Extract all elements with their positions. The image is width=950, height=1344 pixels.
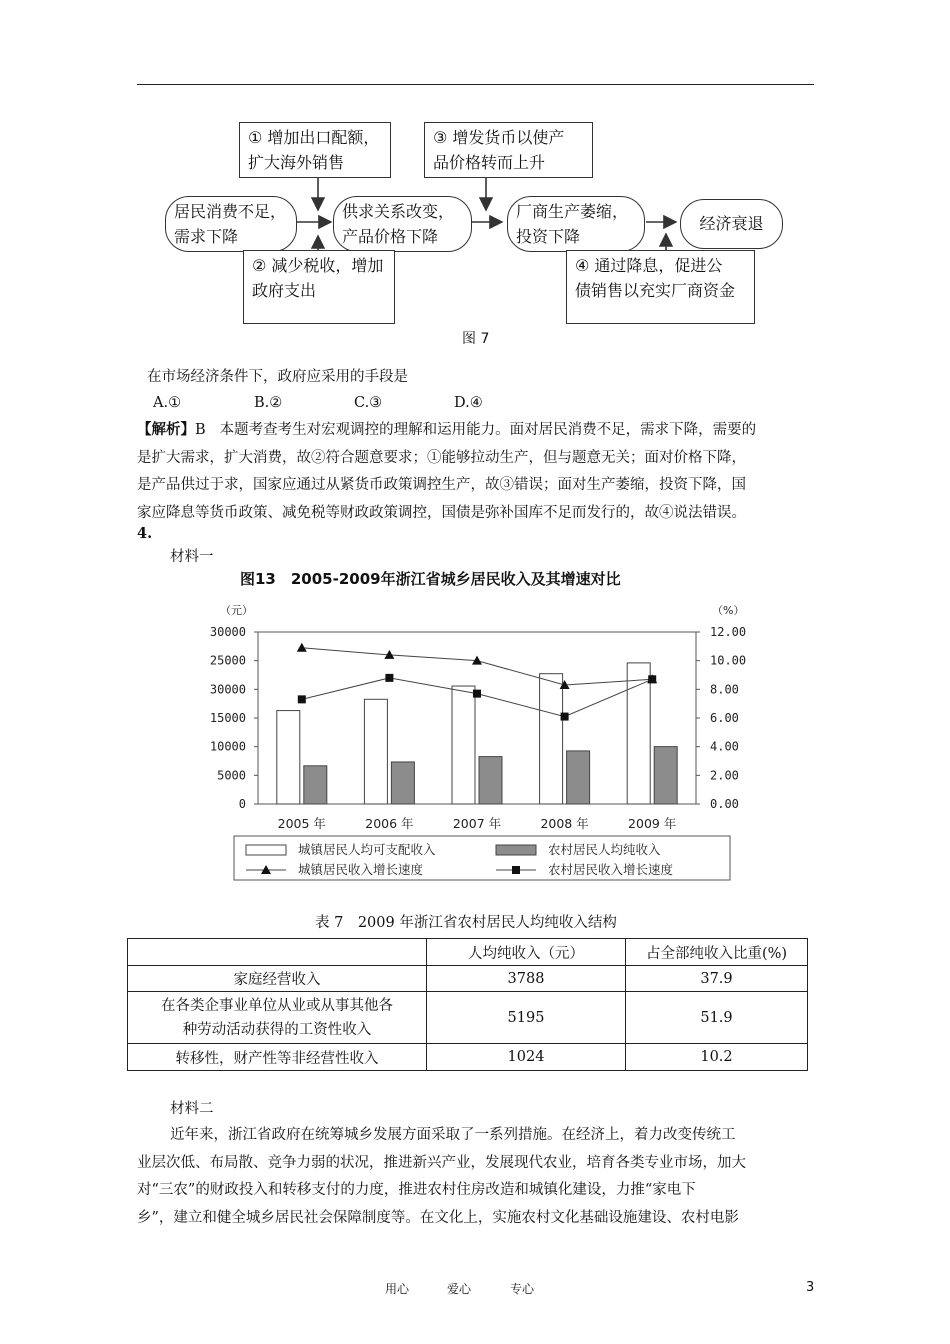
legend-label: 农村居民人均纯收入: [548, 842, 661, 857]
start-line2: 需求下降: [174, 227, 239, 246]
right-tick-label: 2.00: [710, 768, 739, 783]
rural-income-bar: [304, 766, 327, 804]
option-b: B.②: [254, 395, 283, 411]
material-two-line-3: 对“三农”的财政投入和转移支付的力度，推进农村住房改造和城镇化建设，力推“家电下: [137, 1182, 696, 1198]
rural-growth-point: [298, 695, 306, 703]
rural-income-bar: [654, 747, 677, 804]
x-tick-label: 2005 年: [277, 816, 326, 831]
measure-box-2: [243, 250, 395, 324]
urban-growth-point: [297, 643, 307, 652]
row-name: 转移性，财产性等非经营性收入: [128, 1044, 427, 1071]
left-tick-label: 5000: [217, 768, 246, 783]
option-c: C.③: [354, 395, 383, 411]
chart-title: 图13 2005-2009年浙江省城乡居民收入及其增速对比: [240, 570, 621, 588]
material-two-body: [137, 1122, 817, 1232]
income-chart: [190, 592, 760, 884]
row-share: 51.9: [626, 992, 808, 1044]
analysis-line-2: 是扩大需求，扩大消费，故②符合题意要求；①能够拉动生产，但与题意无关；面对价格下降，: [137, 449, 746, 466]
urban-income-bar: [277, 711, 300, 804]
row-income: 3788: [427, 966, 626, 992]
option-d: D.④: [454, 395, 483, 411]
right-tick-label: 4.00: [710, 739, 739, 754]
measure-2-line1: ② 减少税收，增加: [252, 256, 384, 275]
left-tick-label: 25000: [209, 653, 246, 668]
producer-contraction-node: [507, 196, 645, 252]
material-two-label: 材料二: [170, 1101, 214, 1117]
x-tick-label: 2006 年: [365, 816, 414, 831]
left-tick-label: 15000: [209, 711, 246, 725]
legend-swatch: [246, 845, 286, 855]
measure-box-1: [239, 122, 391, 178]
x-tick-label: 2008 年: [540, 816, 589, 831]
producer-line1: 厂商生产萎缩，: [516, 202, 629, 221]
table-row: [128, 966, 808, 992]
measure-4-line1: ④ 通过降息，促进公: [575, 256, 723, 275]
right-tick-label: 6.00: [710, 711, 739, 725]
right-tick-label: 0.00: [710, 797, 739, 811]
table-row: [128, 992, 808, 1044]
producer-line2: 投资下降: [516, 227, 581, 246]
material-two-line-2: 业层次低、布局散、竞争力弱的状况，推进新兴产业，发展现代农业，培育各类专业市场，加大: [137, 1154, 746, 1171]
right-axis-unit: （%）: [712, 604, 745, 617]
measure-1-line2: 扩大海外销售: [248, 153, 345, 172]
measure-box-4: [566, 250, 755, 324]
question-stem: 在市场经济条件下，政府应采用的手段是: [147, 369, 408, 385]
rural-income-bar: [479, 757, 502, 804]
legend-label: 农村居民收入增长速度: [548, 862, 674, 877]
figure-7-caption: 图 7: [462, 331, 490, 347]
urban-income-bar: [540, 674, 563, 804]
analysis-line-1: 本题考查考生对宏观调控的理解和运用能力。面对居民消费不足，需求下降，需要的: [219, 422, 757, 438]
consumption-shortfall-node: [165, 196, 297, 252]
row-share: 10.2: [626, 1044, 808, 1071]
table-header-cell: [128, 939, 427, 966]
analysis-label: 【解析】: [137, 421, 195, 438]
x-tick-label: 2009 年: [628, 816, 677, 831]
measure-4-line2: 债销售以充实厂商资金: [575, 281, 736, 300]
analysis-line-3: 是产品供过于求，国家应通过从紧货币政策调控生产，故③错误；面对生产萎缩，投资下降，国: [137, 477, 746, 493]
left-axis-unit: （元）: [220, 604, 253, 617]
measure-1-line1: ① 增加出口配额，: [248, 128, 380, 147]
right-tick-label: 10.00: [710, 653, 747, 668]
recession-label: 经济衰退: [699, 214, 764, 233]
table-header-cell: 人均纯收入（元）: [427, 939, 626, 966]
footer-motto-3: 专心: [510, 1282, 535, 1296]
footer-motto-2: 爱心: [447, 1282, 472, 1296]
right-tick-label: 8.00: [710, 682, 739, 697]
analysis-answer: B: [195, 422, 206, 438]
rural-growth-point: [385, 674, 393, 682]
left-tick-label: 30000: [209, 625, 246, 639]
right-tick-label: 12.00: [710, 625, 747, 639]
legend-label: 城镇居民收入增长速度: [298, 862, 424, 877]
row-name: [128, 992, 427, 1044]
supply-line1: 供求关系改变，: [342, 202, 455, 221]
row-income: 1024: [427, 1044, 626, 1071]
measure-2-line2: 政府支出: [252, 281, 317, 300]
row-income: 5195: [427, 992, 626, 1044]
table-header-row: [128, 939, 808, 966]
legend-square-marker: [512, 866, 520, 874]
question-number: 4.: [137, 525, 153, 542]
table-row: [128, 1044, 808, 1071]
footer-motto-1: 用心: [385, 1282, 410, 1296]
row-name-line2: 种劳动活动获得的工资性收入: [182, 1021, 372, 1038]
material-two-line-1: 近年来，浙江省政府在统筹城乡发展方面采取了一系列措施。在经济上，着力改变传统工: [170, 1127, 736, 1143]
measure-3-line2: 品价格转而上升: [433, 153, 546, 172]
table-7-caption: 表 7 2009 年浙江省农村居民人均纯收入结构: [315, 915, 617, 931]
x-tick-label: 2007 年: [452, 816, 502, 831]
rural-growth-point: [473, 690, 481, 698]
rural-growth-point: [561, 713, 569, 721]
measure-box-3: [424, 122, 593, 178]
analysis-block: [137, 416, 817, 527]
urban-income-bar: [627, 663, 650, 804]
rural-growth-point: [648, 675, 656, 683]
material-two-line-4: 乡”，建立和健全城乡居民社会保障制度等。在文化上，实施农村文化基础设施建设、农村电影: [137, 1209, 739, 1226]
rural-income-bar: [391, 762, 414, 804]
analysis-line-4: 家应降息等货币政策、减免税等财政政策调控，国债是弥补国库不足而发行的，故④说法错误。: [137, 504, 746, 521]
urban-income-bar: [452, 686, 475, 804]
option-a: A.①: [153, 395, 182, 411]
measure-3-line1: ③ 增发货币以使产: [433, 128, 565, 147]
legend-swatch: [496, 845, 536, 855]
rural-income-bar: [567, 751, 590, 804]
row-name-line1: 在各类企事业单位从业或从事其他各: [161, 997, 393, 1014]
start-line1: 居民消费不足，: [174, 202, 287, 221]
table-7: [127, 938, 808, 1071]
row-name: 家庭经营收入: [128, 966, 427, 992]
supply-demand-node: [333, 196, 472, 252]
recession-node: [680, 199, 783, 249]
left-tick-label: 0: [238, 797, 246, 811]
left-tick-label: 30000: [209, 682, 246, 697]
row-share: 37.9: [626, 966, 808, 992]
legend-label: 城镇居民人均可支配收入: [298, 842, 436, 857]
supply-line2: 产品价格下降: [342, 227, 439, 246]
material-one-label: 材料一: [170, 549, 214, 565]
header-rule: [137, 84, 814, 85]
urban-growth-line: [302, 648, 652, 685]
table-header-cell: 占全部纯收入比重(%): [626, 939, 808, 966]
page-number: 3: [806, 1280, 815, 1295]
urban-income-bar: [364, 699, 387, 804]
left-tick-label: 10000: [209, 739, 246, 754]
